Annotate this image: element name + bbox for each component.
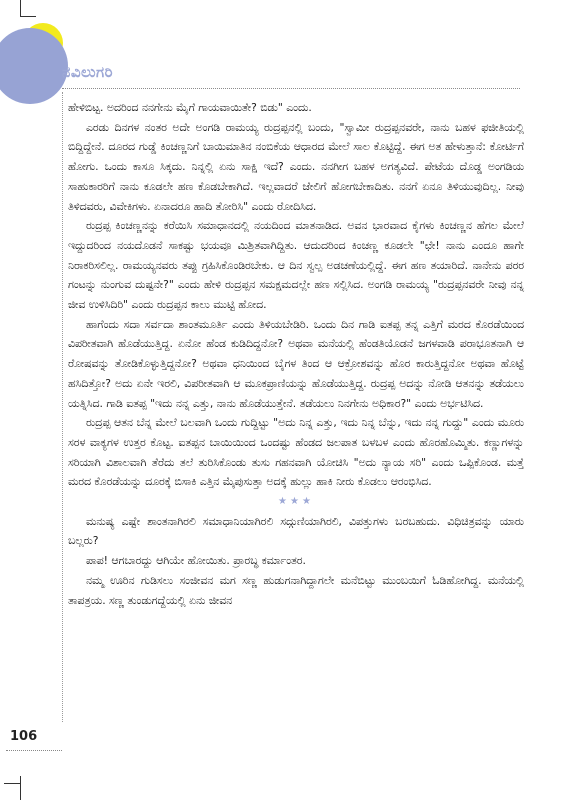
section-separator: ★★★: [278, 496, 314, 508]
paragraph: ಮನುಷ್ಯ ಎಷ್ಟೇ ಶಾಂತನಾಗಿರಲಿ ಸಮಾಧಾನಿಯಾಗಿರಲಿ ಸದ್ಗುಣಿಯಾಗಿರಲಿ, ವಿಪತ್ತುಗಳು ಬರಬಹುದು. ವಿಧಿಚಿತ್ರವನ್ನು ಯಾರು ಬಲ್ಲರು?: [68, 514, 524, 548]
header-dotted-rule: [62, 88, 520, 89]
body-text: [68, 98, 524, 610]
paragraph: ಹಾಗೆಂದು ಸದಾ ಸರ್ವದಾ ಶಾಂತಮೂರ್ತಿ ಎಂದು ತಿಳಿಯಬೇಡಿರಿ. ಒಂದು ದಿನ ಗಾಡಿ ಐತಪ್ಪ ತನ್ನ ಎತ್ತಿಗೆ ಮರದ ಕೊರಡೆಯಿಂದ ವಿಪರೀತವಾಗಿ ಹೊಡೆಯುತ್ತಿದ್ದ. ಏನೋ ಹೆಂಡ ಕುಡಿದಿದ್ದನೋ? ಅಥವಾ ಮನೆಯಲ್ಲಿ ಹೆಂಡತಿಯೊಡನೆ ಜಗಳವಾಡಿ ಪರಾಭೂತನಾಗಿ ಆ ರೋಷವನ್ನು ತೋಡಿಕೊಳ್ಳುತ್ತಿದ್ದನೋ? ಅಥವಾ ಧನಿಯಿಂದ ಬೈಗಳ ತಿಂದ ಆ ಆಕ್ರೋಶವನ್ನು ಹೊರ ಕಾರುತ್ತಿದ್ದನೋ ಅಥವಾ ಹೊಟ್ಟೆ ಹಸಿದಿತ್ತೋ? ಅದು ಏನೇ ಇರಲಿ, ವಿಪರೀತವಾಗಿ ಆ ಮೂಕಪ್ರಾಣಿಯನ್ನು ಹೊಡೆಯುತ್ತಿದ್ದ. ರುದ್ರಪ್ಪ ಅದನ್ನು ನೋಡಿ ಆತನನ್ನು ತಡೆಯಲು ಯತ್ನಿಸಿದ. ಗಾಡಿ ಐತಪ್ಪ "ಇದು ನನ್ನ ಎತ್ತು, ನಾನು ಹೊಡೆಯುತ್ತೇನೆ. ತಡೆಯಲು ನಿನಗೇನು ಅಧಿಕಾರ?" ಎಂದು ಅರ್ಭಟಿಸಿದ.: [68, 317, 524, 410]
crop-mark-bottom-horizontal: [4, 783, 20, 784]
crop-mark-bottom-vertical: [20, 776, 21, 800]
paragraph: ನಮ್ಮ ಊರಿನ ಗುಡಿಸಲು ಸಂಜೀವನ ಮಗ ಸಣ್ಣ ಹುಡುಗನಾಗಿದ್ದಾಗಲೇ ಮನೆಬಿಟ್ಟು ಮುಂಬಯಿಗೆ ಓಡಿಹೋಗಿದ್ದ. ಮನೆಯಲ್ಲಿ ತಾಪತ್ರಯ. ಸಣ್ಣ ತುಂಡುಗದ್ದೆಯಲ್ಲಿ ಏನು ಜೀವನ: [68, 573, 524, 607]
paragraph: ಪಾಪ! ಆಗಬಾರದ್ದು ಆಗಿಯೇ ಹೋಯಿತು. ಪ್ರಾರಬ್ಧ ಕರ್ಮಾಂತರ.: [86, 554, 306, 568]
paragraph: ಹೇಳಿಬಿಟ್ಟ. ಅದರಿಂದ ನನಗೇನು ಮೈಗೆ ಗಾಯವಾಯಿತೇ? ಬಿಡು" ಎಂದು.: [68, 101, 312, 114]
section-title: ನವಿಲುಗರಿ: [62, 63, 114, 81]
paragraph: ರುದ್ರಪ್ಪ ಆತನ ಬೆನ್ನ ಮೇಲೆ ಬಲವಾಗಿ ಒಂದು ಗುದ್ದಿಟ್ಟು "ಅದು ನಿನ್ನ ಎತ್ತು, ಇದು ನಿನ್ನ ಬೆನ್ನು, ಇದು ನನ್ನ ಗುದ್ದು" ಎಂದು ಮೂರು ಸರಳ ವಾಕ್ಯಗಳ ಉತ್ತರ ಕೊಟ್ಟ. ಐತಪ್ಪನ ಬಾಯಿಯಿಂದ ಒಂದಷ್ಟು ಹೆಂಡದ ಜಲಪಾತ ಬಳಬಳ ಎಂದು ಹೊರಹೊಮ್ಮಿತು. ಕಣ್ಣುಗಳನ್ನು ಸರಿಯಾಗಿ ವಿಶಾಲವಾಗಿ ತೆರೆದು ತಲೆ ತುರಿಸಿಕೊಂಡು ತುಸು ಗಹನವಾಗಿ ಯೋಚಿಸಿ "ಅದು ನ್ಯಾಯ ಸರಿ" ಎಂದು ಒಪ್ಪಿಕೊಂಡ. ಮತ್ತೆ ಮರದ ಕೊರಡೆಯನ್ನು ದೂರಕ್ಕೆ ಬಿಸಾಕಿ ಎತ್ತಿನ ಮೈಪುಸುತ್ತಾ ಅದಕ್ಕೆ ಹುಲ್ಲು ಹಾಕಿ ನೀರು ಕೊಡಲು ಆರಂಭಿಸಿದ.: [68, 416, 524, 489]
decorative-circles: [0, 0, 100, 110]
paragraph: ರುದ್ರಪ್ಪ ಕಿಂಚಣ್ಣನನ್ನು ಕರೆಯಿಸಿ ಸಮಾಧಾನದಲ್ಲಿ ನಯದಿಂದ ಮಾತನಾಡಿದ. ಅವನ ಭಾರವಾದ ಕೈಗಳು ಕಿಂಚಣ್ಣನ ಹೆಗಲ ಮೇಲೆ ಇದ್ದುದರಿಂದ ನಯದೊಡನೆ ಸಾಕಷ್ಟು ಭಯವೂ ಮಿಶ್ರಿತವಾಗಿದ್ದಿತು. ಆದುದರಿಂದ ಕಿಂಚಣ್ಣ ಕೂಡಲೇ "ಛೇ! ನಾನು ಎಂದೂ ಹಾಗೇ ನಿರಾಕರಿಸಲಿಲ್ಲ. ರಾಮಯ್ಯನವರು ತಪ್ಪು ಗ್ರಹಿಸಿಕೊಂಡಿರಬೇಕು. ಆ ದಿನ ಸ್ವಲ್ಪ ಅಡಚಣೆಯಲ್ಲಿದ್ದೆ. ಈಗ ಹಣ ತಯಾರಿದೆ. ನಾನೇನು ಪರರ ಗಂಟನ್ನು ನುಂಗುವ ದುಷ್ಟನೇ?" ಎಂದು ಹೇಳಿ ರುದ್ರಪ್ಪನ ಸಮಕ್ಷಮದಲ್ಲೇ ಹಣ ಸಲ್ಲಿಸಿದ. ಅಂಗಡಿ ರಾಮಯ್ಯ "ರುದ್ರಪ್ಪನವರೇ ನೀವು ನನ್ನ ಜೀವ ಉಳಿಸಿದಿರಿ" ಎಂದು ರುದ್ರಪ್ಪನ ಕಾಲು ಮುಟ್ಟಿ ಹೋದ.: [68, 219, 524, 312]
page-number: 106: [10, 729, 38, 744]
paragraph: ಎರಡು ದಿನಗಳ ನಂತರ ಅದೇ ಅಂಗಡಿ ರಾಮಯ್ಯ ರುದ್ರಪ್ಪನಲ್ಲಿ ಬಂದು, "ಸ್ವಾಮೀ ರುದ್ರಪ್ಪನವರೇ, ನಾನು ಬಹಳ ಫಜೀತಿಯಲ್ಲಿ ಬಿದ್ದಿದ್ದೇನೆ. ದೂರದ ಗುಡ್ಡೆ ಕಿಂಚಣ್ಣನಿಗೆ ಬಾಯಿಮಾತಿನ ನಂಬಿಕೆಯ ಆಧಾರದ ಮೇಲೆ ಸಾಲ ಕೊಟ್ಟಿದ್ದೆ. ಈಗ ಅತ ಹೇಳುತ್ತಾನೆ: ಕೋರ್ಟಿಗೆ ಹೋಗು. ಒಂದು ಕಾಸೂ ಸಿಕ್ಕದು. ನಿನ್ನಲ್ಲಿ ಏನು ಸಾಕ್ಷಿ ಇದೆ? ಎಂದು. ನನಗೀಗ ಬಹಳ ಅಗತ್ಯವಿದೆ. ಪೇಟೆಯ ದೊಡ್ಡ ಅಂಗಡಿಯ ಸಾಹುಕಾರರಿಗೆ ನಾನು ಕೂಡಲೇ ಹಣ ಕೊಡಬೇಕಾಗಿದೆ. ಇಲ್ಲವಾದರೆ ಜೇಲಿಗೆ ಹೋಗಬೇಕಾದಿತು. ನನಗೆ ಏನೂ ತಿಳಿಯುವುದಿಲ್ಲ. ನೀವು ತಿಳಿದವರು, ವಿವೇಕಿಗಳು. ಏನಾದರೂ ಹಾದಿ ತೋರಿಸಿ" ಎಂದು ರೋದಿಸಿದ.: [68, 120, 524, 213]
page-number-dotted-rule: [6, 750, 62, 751]
margin-dotted-rule: [62, 92, 63, 722]
